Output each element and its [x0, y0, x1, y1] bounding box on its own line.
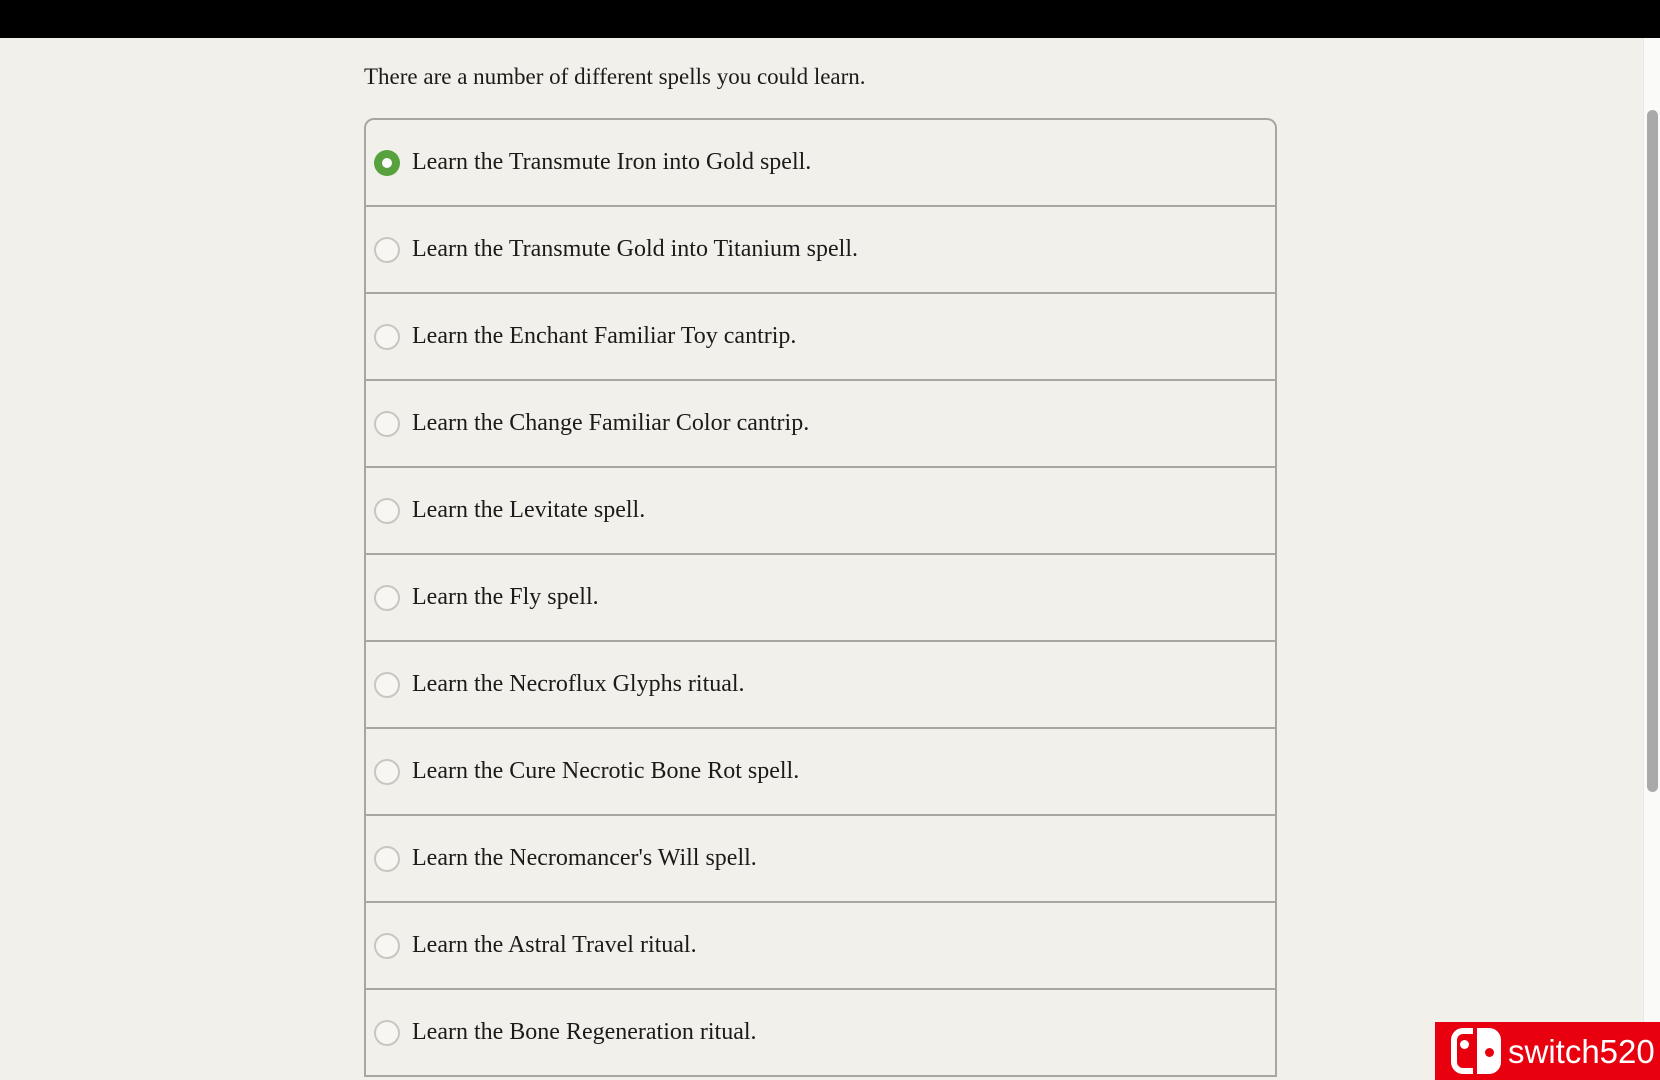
prompt-text: There are a number of different spells you could learn.	[364, 64, 866, 89]
nintendo-switch-logo-icon	[1451, 1028, 1501, 1074]
spell-option-row-9[interactable]	[366, 814, 1275, 901]
spell-option-row-4[interactable]	[366, 379, 1275, 466]
top-black-bar	[0, 0, 1660, 38]
spell-option-row-11[interactable]	[366, 988, 1275, 1075]
spell-option-label: Learn the Change Familiar Color cantrip.	[412, 410, 810, 436]
switch520-watermark	[1435, 1022, 1660, 1080]
spell-option-label: Learn the Transmute Gold into Titanium spell.	[412, 236, 859, 262]
spell-option-label: Learn the Necromancer's Will spell.	[412, 845, 757, 871]
spell-option-row-8[interactable]	[366, 727, 1275, 814]
radio-button-icon[interactable]	[374, 672, 400, 698]
radio-button-icon[interactable]	[374, 1020, 400, 1046]
radio-button-icon[interactable]	[374, 150, 400, 176]
spell-option-label: Learn the Levitate spell.	[412, 497, 646, 523]
spell-option-row-10[interactable]	[366, 901, 1275, 988]
game-page	[363, 38, 1279, 1077]
spell-option-label: Learn the Necroflux Glyphs ritual.	[412, 671, 745, 697]
scrollbar-track[interactable]	[1643, 38, 1660, 1080]
radio-button-icon[interactable]	[374, 237, 400, 263]
radio-button-icon[interactable]	[374, 933, 400, 959]
watermark-label: switch520	[1508, 1032, 1655, 1070]
spell-option-row-2[interactable]	[366, 205, 1275, 292]
radio-button-icon[interactable]	[374, 411, 400, 437]
spell-option-label: Learn the Cure Necrotic Bone Rot spell.	[412, 758, 800, 784]
spell-option-label: Learn the Transmute Iron into Gold spell.	[412, 149, 812, 175]
spell-option-row-5[interactable]	[366, 466, 1275, 553]
radio-button-icon[interactable]	[374, 759, 400, 785]
spell-option-label: Learn the Astral Travel ritual.	[412, 932, 697, 958]
radio-button-icon[interactable]	[374, 585, 400, 611]
spell-option-label: Learn the Fly spell.	[412, 584, 599, 610]
spell-option-row-3[interactable]	[366, 292, 1275, 379]
scrollbar-thumb[interactable]	[1647, 110, 1658, 792]
radio-button-icon[interactable]	[374, 846, 400, 872]
spell-option-row-7[interactable]	[366, 640, 1275, 727]
spell-option-label: Learn the Bone Regeneration ritual.	[412, 1019, 757, 1045]
radio-button-icon[interactable]	[374, 498, 400, 524]
spell-option-label: Learn the Enchant Familiar Toy cantrip.	[412, 323, 797, 349]
spell-option-row-1[interactable]	[366, 120, 1275, 205]
spell-options-list	[364, 118, 1277, 1077]
spell-option-row-6[interactable]	[366, 553, 1275, 640]
radio-button-icon[interactable]	[374, 324, 400, 350]
